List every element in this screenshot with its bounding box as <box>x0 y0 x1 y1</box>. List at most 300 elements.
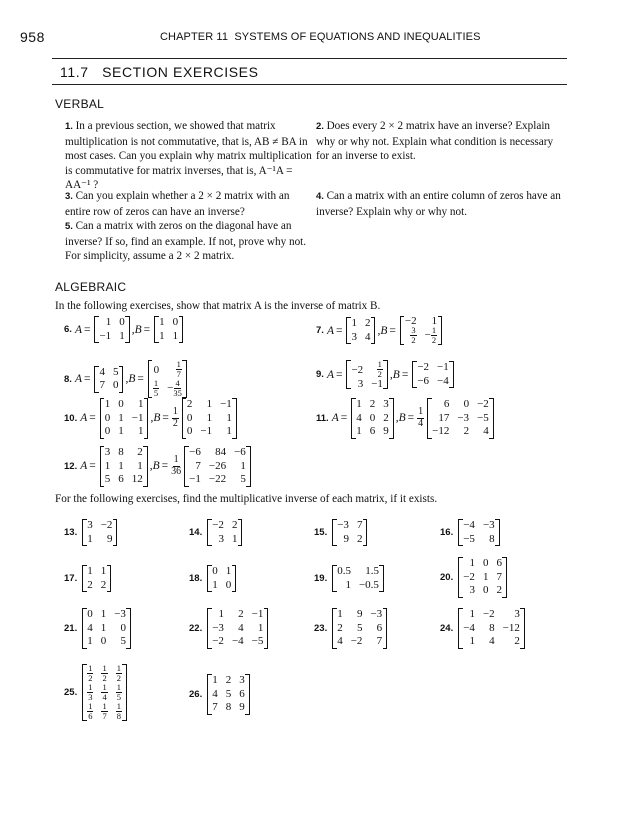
denominator: 2 <box>102 673 107 683</box>
matrix-row <box>95 330 129 344</box>
inverse-expression <box>64 664 129 721</box>
matrix <box>400 316 442 345</box>
matrix-cell <box>112 664 127 683</box>
matrix-row <box>459 557 507 571</box>
numerator: 1 <box>173 454 179 466</box>
matrix-A-label: A <box>80 460 88 473</box>
intro-find-inverse: For the following exercises, find the multiplicative inverse of each matrix, if it exists. <box>55 493 438 505</box>
numerator: 1 <box>88 682 93 692</box>
matrix-cell: 4 <box>212 687 218 700</box>
matrix-cell: 5 <box>120 635 126 647</box>
inverse-15 <box>314 519 369 546</box>
matrix-row <box>333 579 384 593</box>
exercise-number: 19. <box>314 573 328 584</box>
matrix-cell: 1.5 <box>365 565 379 577</box>
matrix-row <box>459 622 525 636</box>
matrix-cell: 9 <box>383 425 389 437</box>
matrix-cell: −12 <box>502 621 520 634</box>
section-title: 11.7 SECTION EXERCISES <box>60 64 259 80</box>
fraction <box>87 683 93 702</box>
matrix <box>82 608 131 649</box>
matrix-cell: 1 <box>337 608 343 620</box>
matrix-cell: −5 <box>463 532 475 545</box>
matrix-row <box>185 460 251 474</box>
numerator: 4 <box>175 378 180 388</box>
matrix-row <box>208 635 268 649</box>
matrix-B-label: B <box>398 412 406 425</box>
matrix-row <box>428 412 494 426</box>
intro-show-inverse: In the following exercises, show that matrix A is the inverse of matrix B. <box>55 300 381 312</box>
matrix <box>458 519 499 546</box>
matrix-row <box>333 565 384 579</box>
matrix-cell: 0 <box>118 398 124 410</box>
inverse-expression <box>440 519 502 546</box>
exercise-text: Does every 2 × 2 matrix have an inverse? Explain why or why not. Explain what condition is necessary for an inverse to exist. <box>316 120 554 162</box>
matrix-A-label: A <box>331 412 339 425</box>
matrix-cell: 9 <box>356 608 363 620</box>
matrix-cell <box>83 702 98 721</box>
exercise-text: Can a matrix with zeros on the diagonal have an inverse? If so, find an example. If not, prove why not. For simplicity, assume a 2 × 2 matrix. <box>65 220 307 262</box>
matrix-row <box>83 683 127 702</box>
pair-expression <box>316 360 456 389</box>
matrix-cell: 3 <box>469 584 475 596</box>
matrix-cell <box>97 702 111 721</box>
fraction <box>87 702 93 721</box>
inverse-19 <box>314 565 386 592</box>
pair-expression <box>316 316 444 345</box>
exercise-number: 20. <box>440 571 454 583</box>
exercise-number: 12. <box>64 460 78 472</box>
matrix <box>182 398 237 439</box>
equals-sign: = <box>335 324 343 337</box>
matrix-cell: 0 <box>225 578 232 591</box>
matrix <box>207 565 236 592</box>
equals-sign: = <box>143 323 151 336</box>
matrix-row <box>413 361 453 375</box>
matrix-cell: −3 <box>212 621 224 634</box>
denominator: 3 <box>88 692 93 702</box>
matrix-cell: 2 <box>137 446 143 458</box>
matrix-cell: −2 <box>212 519 224 531</box>
matrix-cell: 0 <box>104 425 111 437</box>
matrix-cell: 0 <box>212 565 218 577</box>
matrix-row <box>333 519 367 533</box>
matrix-row <box>459 584 507 598</box>
matrix-cell: 2 <box>337 621 343 634</box>
pair-7 <box>316 316 444 345</box>
matrix-row <box>333 622 387 636</box>
matrix-cell: 1 <box>159 316 165 328</box>
fraction <box>176 360 182 379</box>
matrix <box>94 366 123 393</box>
matrix-cell: 2 <box>364 317 371 329</box>
matrix-row <box>459 635 525 649</box>
numerator: 1 <box>172 406 178 418</box>
matrix-cell <box>97 683 111 702</box>
matrix-cell: −2 <box>100 519 113 531</box>
matrix-cell: −6 <box>189 446 201 458</box>
matrix-cell: −3 <box>457 411 470 424</box>
matrix-cell: 4 <box>87 621 93 634</box>
matrix-cell: −2 <box>351 363 364 376</box>
matrix <box>332 519 367 546</box>
numerator: 1 <box>116 663 121 673</box>
matrix-cell: −1 <box>251 608 264 620</box>
exercise-number: 3. <box>65 191 76 202</box>
matrix-A-label: A <box>74 323 82 336</box>
numerator: 1 <box>153 378 159 388</box>
fraction <box>377 360 383 379</box>
equals-sign: = <box>162 412 169 425</box>
numerator: 1 <box>377 359 382 369</box>
matrix-cell: 1 <box>87 565 93 577</box>
exercise-4 <box>316 189 566 219</box>
exercise-number: 10. <box>64 412 78 424</box>
matrix <box>332 565 384 592</box>
matrix-row <box>333 608 387 622</box>
matrix-cell: 1 <box>469 608 475 620</box>
matrix-row <box>155 316 183 330</box>
equals-sign: = <box>83 323 91 336</box>
matrix-cell: 4 <box>337 635 343 647</box>
fraction <box>410 326 416 345</box>
equals-sign: = <box>401 368 409 381</box>
matrix-cell: 9 <box>343 532 349 545</box>
matrix-cell: −1 <box>99 329 112 342</box>
fraction <box>172 407 179 429</box>
matrix-B-label: B <box>153 412 161 425</box>
exercise-3 <box>65 189 313 219</box>
matrix-cell: −12 <box>432 425 450 437</box>
matrix-row <box>208 688 250 702</box>
matrix-cell: 5 <box>240 473 246 485</box>
matrix <box>346 360 387 389</box>
matrix-A-label: A <box>326 368 334 381</box>
matrix-cell: 2 <box>186 398 193 410</box>
matrix-cell: 1 <box>240 459 246 472</box>
matrix-cell: 4 <box>483 425 489 437</box>
numerator: 1 <box>116 701 121 711</box>
equals-sign: = <box>89 412 96 425</box>
matrix <box>458 557 507 598</box>
matrix-cell: 1 <box>225 565 232 577</box>
matrix <box>82 565 111 592</box>
matrix-cell: 6 <box>443 398 450 410</box>
equals-sign: = <box>89 460 96 473</box>
matrix <box>184 446 251 487</box>
exercise-number: 21. <box>64 622 78 634</box>
comma: , <box>125 373 129 385</box>
denominator: 2 <box>411 335 416 345</box>
matrix-row <box>83 622 131 636</box>
matrix-row <box>208 674 250 688</box>
matrix-cell: −5 <box>477 411 489 424</box>
matrix-row <box>95 366 123 380</box>
matrix-cell: 0 <box>153 363 160 376</box>
matrix-cell: 6 <box>239 687 245 700</box>
matrix-cell: 1 <box>118 459 124 472</box>
section-rule-top <box>52 58 567 59</box>
matrix-cell: 3 <box>104 446 111 458</box>
matrix-cell: 1 <box>118 411 124 424</box>
matrix-B-label: B <box>392 368 400 381</box>
inverse-expression <box>189 565 238 592</box>
matrix-cell: 1 <box>100 608 107 620</box>
matrix-cell: 1 <box>351 317 357 329</box>
matrix-cell: 2 <box>225 674 232 686</box>
matrix-cell: 1 <box>105 316 112 328</box>
matrix-row <box>185 446 251 460</box>
inverse-expression <box>189 519 244 546</box>
matrix-cell: 6 <box>376 621 383 634</box>
matrix-row <box>182 425 236 439</box>
matrix-cell <box>97 664 111 683</box>
matrix <box>100 398 149 439</box>
matrix-row <box>400 326 441 345</box>
matrix-cell: 0 <box>119 316 125 328</box>
matrix-cell: 1 <box>118 425 124 437</box>
exercise-number: 1. <box>65 121 76 132</box>
matrix-cell: 3 <box>87 519 93 531</box>
matrix-cell: 0 <box>100 635 107 647</box>
equals-sign: = <box>389 324 396 337</box>
exercise-number: 9. <box>316 369 324 380</box>
numerator: 1 <box>102 663 107 673</box>
matrix-row <box>208 533 242 547</box>
matrix-cell: −1 <box>220 398 232 410</box>
matrix-cell: 5 <box>356 621 363 634</box>
matrix-cell: −1 <box>189 473 201 485</box>
matrix-row <box>95 379 123 393</box>
matrix-cell: −1 <box>200 425 213 437</box>
matrix-cell: −2 <box>477 398 489 410</box>
matrix-cell: 84 <box>215 446 227 458</box>
matrix-row <box>83 579 111 593</box>
matrix-cell: 0 <box>463 398 470 410</box>
equals-sign: = <box>407 412 415 425</box>
matrix <box>207 519 242 546</box>
pair-6 <box>64 316 185 343</box>
matrix-cell: −0.5 <box>358 578 379 591</box>
matrix-cell <box>421 326 442 345</box>
fraction <box>116 664 122 683</box>
matrix-cell: 5 <box>104 473 111 485</box>
page-number: 958 <box>20 29 45 45</box>
matrix-cell: 3 <box>239 674 245 686</box>
matrix <box>82 664 127 721</box>
matrix-cell: 1 <box>137 459 143 472</box>
denominator: 4 <box>418 417 424 429</box>
matrix-row <box>182 412 236 426</box>
matrix-cell: −6 <box>417 374 430 387</box>
matrix-A-label: A <box>80 412 88 425</box>
matrix-cell: 8 <box>225 701 232 713</box>
matrix-cell: −6 <box>234 446 246 458</box>
matrix-cell: 0 <box>186 411 193 424</box>
comma: , <box>131 323 135 336</box>
matrix-cell: −2 <box>482 608 495 620</box>
matrix <box>412 361 453 388</box>
matrix <box>207 674 250 715</box>
equals-sign: = <box>137 373 144 385</box>
matrix-cell: 3 <box>357 378 364 390</box>
matrix-row <box>148 379 186 398</box>
fraction <box>171 455 181 477</box>
numerator: 1 <box>431 325 437 335</box>
matrix-cell: 1 <box>226 411 232 424</box>
matrix-cell: 8 <box>489 532 495 545</box>
matrix-row <box>352 398 394 412</box>
inverse-18 <box>189 565 238 592</box>
matrix-row <box>100 473 147 487</box>
exercise-number: 14. <box>189 527 203 538</box>
matrix-cell: 7 <box>496 570 502 583</box>
exercise-number: 6. <box>64 324 72 335</box>
exercise-number: 18. <box>189 573 203 584</box>
matrix-row <box>182 398 236 412</box>
exercise-1 <box>65 119 313 193</box>
matrix-row <box>100 398 148 412</box>
fraction <box>153 379 159 398</box>
matrix-row <box>208 622 268 636</box>
matrix-cell: 8 <box>489 621 495 634</box>
matrix-row <box>347 360 387 379</box>
matrix-row <box>100 446 147 460</box>
matrix-cell: 1 <box>159 329 165 342</box>
matrix-cell: −2 <box>417 361 430 373</box>
matrix-cell: 1 <box>206 398 213 410</box>
matrix-cell: 1 <box>87 532 93 545</box>
fraction <box>87 664 93 683</box>
matrix-cell: 1 <box>431 315 438 327</box>
matrix-row <box>347 317 375 331</box>
matrix-cell: 1 <box>356 398 362 410</box>
matrix <box>94 316 129 343</box>
matrix-cell: 1 <box>137 425 144 437</box>
matrix-cell: 7 <box>376 635 383 647</box>
exercise-5 <box>65 219 313 264</box>
matrix-cell: 1 <box>257 621 264 634</box>
matrix-row <box>148 360 186 379</box>
matrix-cell: 2 <box>369 398 376 410</box>
matrix-row <box>459 533 499 547</box>
matrix-A-label: A <box>326 324 334 337</box>
exercise-number: 15. <box>314 527 328 538</box>
matrix <box>351 398 394 439</box>
inverse-expression <box>440 557 509 598</box>
matrix-cell <box>400 326 420 345</box>
matrix-cell: 12 <box>131 473 143 485</box>
pair-8 <box>64 360 189 398</box>
matrix-cell: 0.5 <box>337 565 351 577</box>
matrix-row <box>413 375 453 389</box>
matrix-row <box>95 316 129 330</box>
chapter-header: CHAPTER 11 SYSTEMS OF EQUATIONS AND INEQUALITIES <box>160 31 481 43</box>
matrix-cell <box>367 360 387 379</box>
exercise-number: 17. <box>64 573 78 584</box>
matrix-cell: 3 <box>218 532 224 545</box>
fraction <box>173 379 182 398</box>
numerator: 1 <box>88 701 93 711</box>
matrix-row <box>347 379 387 389</box>
pair-expression <box>64 446 253 487</box>
matrix-cell: 0 <box>172 316 179 328</box>
matrix <box>332 608 387 649</box>
inverse-expression <box>440 608 527 649</box>
exercise-number: 23. <box>314 622 328 634</box>
comma: , <box>150 412 154 425</box>
matrix-cell <box>112 702 127 721</box>
matrix <box>458 608 525 649</box>
matrix-cell: 2 <box>356 532 363 545</box>
pair-expression <box>64 316 185 343</box>
matrix-cell: 1 <box>231 532 238 545</box>
verbal-heading: VERBAL <box>55 97 105 111</box>
denominator: 7 <box>102 711 107 721</box>
matrix-row <box>83 565 111 579</box>
matrix-cell <box>112 683 127 702</box>
matrix <box>148 360 187 398</box>
matrix-cell: −2 <box>212 635 224 647</box>
numerator: 1 <box>418 406 424 418</box>
matrix-row <box>459 519 499 533</box>
matrix-cell: 1 <box>212 578 218 591</box>
matrix-cell: 2 <box>238 608 244 620</box>
matrix-row <box>352 425 394 439</box>
matrix <box>100 446 148 487</box>
matrix-cell: 2 <box>514 635 520 647</box>
matrix-cell: 1 <box>206 411 213 424</box>
algebraic-heading: ALGEBRAIC <box>55 280 127 294</box>
exercise-number: 7. <box>316 325 324 336</box>
inverse-17 <box>64 565 113 592</box>
matrix-cell <box>148 379 163 398</box>
matrix-cell: 1 <box>104 459 111 472</box>
denominator: 2 <box>172 417 178 429</box>
matrix-cell: 1 <box>100 621 107 634</box>
exercise-number: 22. <box>189 622 203 634</box>
denominator: 35 <box>173 388 182 398</box>
matrix-cell: 3 <box>351 330 357 343</box>
matrix-cell: −2 <box>404 315 417 327</box>
matrix-cell: 9 <box>106 532 113 545</box>
exercise-number: 11. <box>316 412 329 424</box>
matrix-cell: −4 <box>463 621 475 634</box>
denominator: 36 <box>171 465 182 477</box>
equals-sign: = <box>340 412 348 425</box>
denominator: 2 <box>431 335 437 345</box>
matrix-cell <box>163 379 186 398</box>
pair-9 <box>316 360 456 389</box>
denominator: 5 <box>116 692 121 702</box>
matrix-cell: −4 <box>437 374 449 387</box>
inverse-expression <box>189 674 252 715</box>
minus-sign: − <box>167 382 174 395</box>
inverse-expression <box>314 608 389 649</box>
inverse-20 <box>440 557 509 598</box>
matrix-cell: 0 <box>369 411 376 424</box>
inverse-26 <box>189 674 252 715</box>
matrix-cell: −2 <box>463 570 475 583</box>
matrix-row <box>459 571 507 585</box>
exercise-number: 16. <box>440 527 454 538</box>
denominator: 6 <box>88 711 93 721</box>
exercise-number: 5. <box>65 221 76 232</box>
matrix-cell: 4 <box>356 411 362 424</box>
matrix-cell: −3 <box>337 519 349 531</box>
inverse-16 <box>440 519 502 546</box>
matrix-row <box>208 608 268 622</box>
